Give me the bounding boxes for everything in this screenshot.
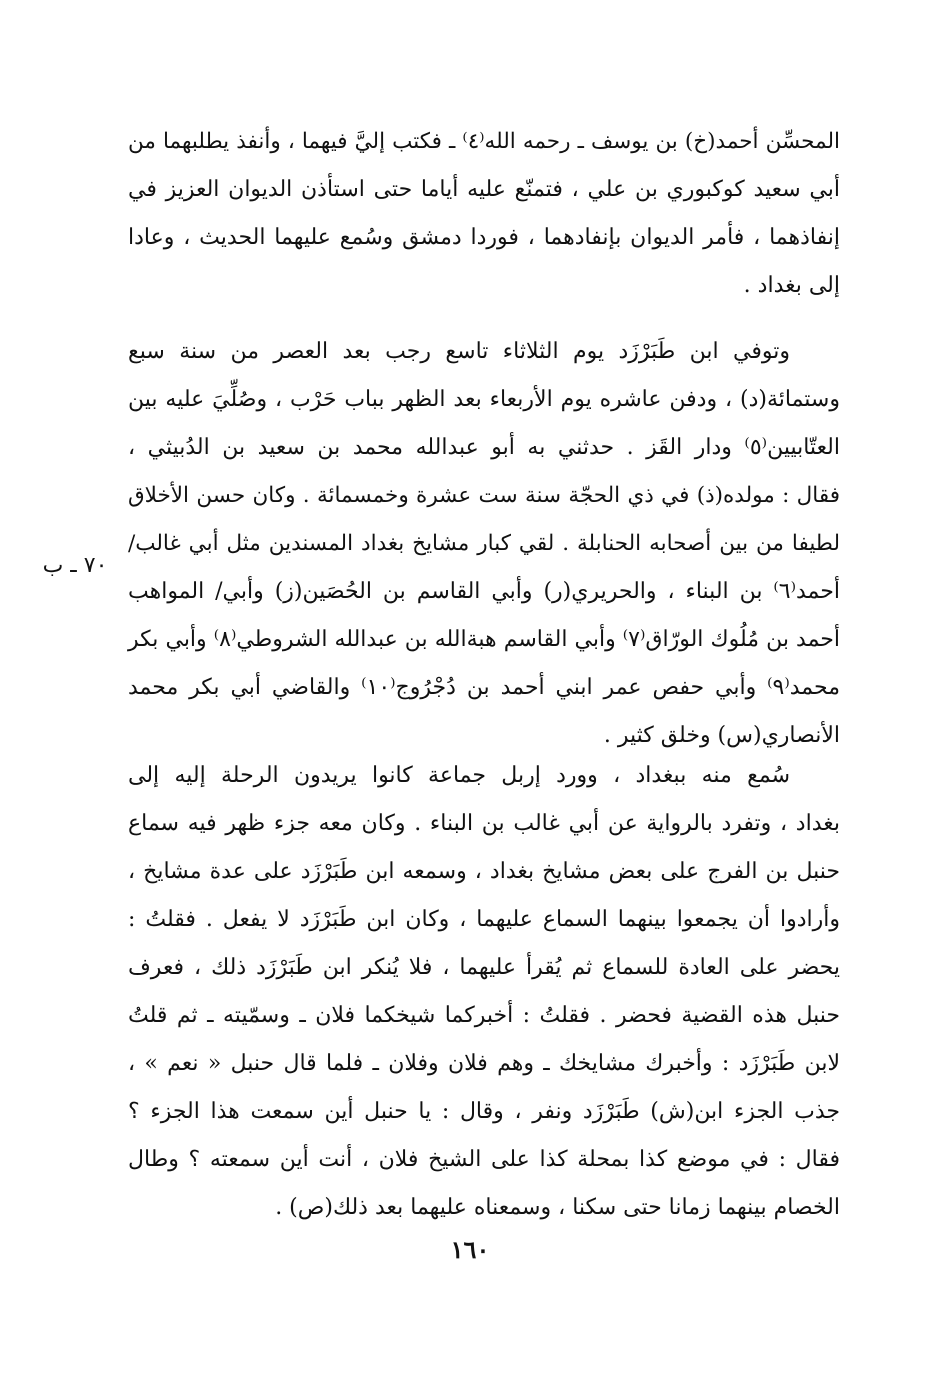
- manuscript-folio-note: ٧٠ ـ ب: [42, 553, 108, 578]
- text-line: العتّابيين⁽٥⁾ ودار القَز . حدثني به أبو عبدالله محمد بن سعيد بن الدُبيثي ،: [128, 435, 840, 460]
- text-line: جذب الجزء ابن(ش) طَبَرْزَد ونفر ، وقال : يا حنبل أين سمعت هذا الجزء ؟: [128, 1099, 840, 1124]
- text-line: بغداد ، وتفرد بالرواية عن أبي غالب بن البناء . وكان معه جزء ظهر فيه سماع: [128, 811, 840, 836]
- text-line: أحمد بن مُلُوك الورّاق⁽٧⁾ وأبي القاسم هبةالله بن عبدالله الشروطي⁽٨⁾ وأبي بكر: [128, 627, 841, 652]
- text-line: لابن طَبَرْزَد : وأخبرك مشايخك ـ وهم فلان وفلان ـ فلما قال حنبل « نعم » ،: [128, 1051, 840, 1076]
- text-line: فقال : في موضع كذا بمحلة كذا على الشيخ فلان ، أنت أين سمعته ؟ وطال: [128, 1147, 840, 1172]
- text-line: إلى بغداد .: [743, 273, 840, 298]
- paragraph-1: [128, 118, 840, 310]
- text-line: سُمع منه ببغداد ، وورد إربل جماعة كانوا يريدون الرحلة إليه إلى: [128, 763, 790, 788]
- text-line: أحمد⁽٦⁾ بن البناء ، والحريري(ر) وأبي القاسم بن الحُصَين(ز) وأبي/ المواهب: [128, 579, 840, 604]
- text-line: وأرادوا أن يجمعوا بينهما السماع عليهما ، وكان ابن طَبَرْزَد لا يفعل . فقلتُ :: [128, 907, 840, 932]
- text-line: إنفاذهما ، فأمر الديوان بإنفادهما ، فوردا دمشق وسُمع عليهما الحديث ، وعادا: [128, 225, 840, 250]
- paragraph-2: [128, 328, 840, 760]
- text-line: الخصام بينهما زمانا حتى سكنا ، وسمعناه عليهما بعد ذلك(ص) .: [275, 1195, 840, 1220]
- text-line: حنبل هذه القضية فحضر . فقلتُ : أخبركما شيخكما فلان ـ وسمّيته ـ ثم قلتُ: [128, 1003, 840, 1028]
- page-number: ١٦٠: [450, 1235, 490, 1264]
- text-line: لطيفا من بين أصحابه الحنابلة . لقي كبار مشايخ بغداد المسندين مثل أبي غالب/: [128, 531, 840, 556]
- text-line: وتوفي ابن طَبَرْزَد يوم الثلاثاء تاسع رجب بعد العصر من سنة سبع: [128, 339, 790, 364]
- text-line: أبي سعيد كوكبوري بن علي ، فتمنّع عليه أياما حتى استأذن الديوان العزيز في: [128, 177, 840, 202]
- text-line: المحسِّن أحمد(خ) بن يوسف ـ رحمه الله⁽٤⁾ ـ فكتب إليَّ فيهما ، وأنفذ يطلبهما من: [128, 129, 841, 154]
- text-line: وستمائة(د) ، ودفن عاشره يوم الأربعاء بعد الظهر بباب حَرْب ، وصُلِّيَ عليه بين: [128, 387, 840, 412]
- text-line: محمد⁽٩⁾ وأبي حفص عمر ابني أحمد بن دُجْرُوج⁽١٠⁾ والقاضي أبي بكر محمد: [128, 675, 840, 700]
- text-line: فقال : مولده(ذ) في ذي الحجّة سنة ست عشرة وخمسمائة . وكان حسن الأخلاق: [128, 483, 840, 508]
- paragraph-3: [128, 752, 840, 1232]
- text-line: يحضر على العادة للسماع ثم يُقرأ عليهما ، فلا يُنكر ابن طَبَرْزَد ذلك ، فعرف: [128, 955, 840, 980]
- text-line: حنبل بن الفرج على بعض مشايخ بغداد ، وسمعه ابن طَبَرْزَد على عدة مشايخ ،: [128, 859, 840, 884]
- text-line: الأنصاري(س) وخلق كثير .: [603, 723, 840, 748]
